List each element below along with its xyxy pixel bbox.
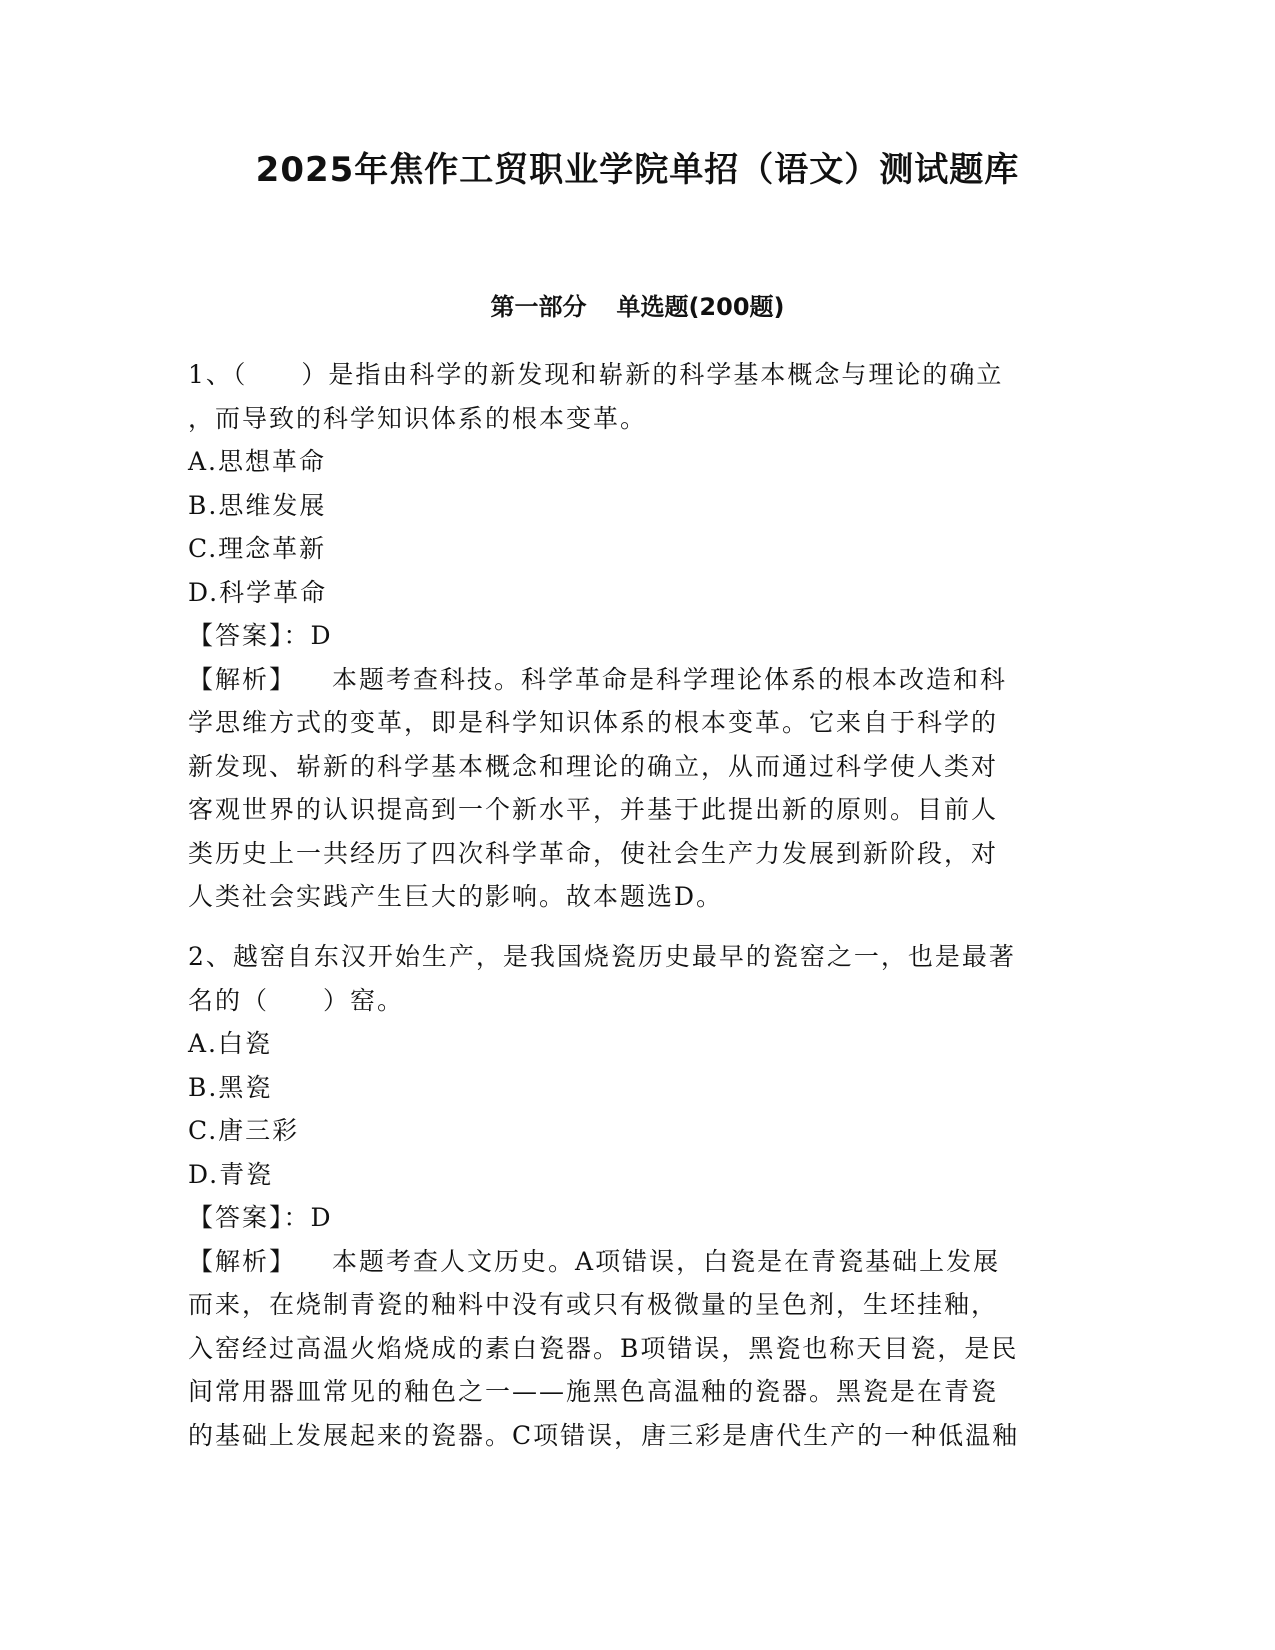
analysis-line: 入窑经过高温火焰烧成的素白瓷器。B项错误，黑瓷也称天目瓷，是民 <box>188 1333 1019 1363</box>
section-heading <box>0 291 1275 323</box>
analysis-label: 【解析】 <box>188 664 297 694</box>
section-part: 第一部分 <box>490 293 587 321</box>
question-stem-line: 名的（ ）窑。 <box>188 985 405 1015</box>
analysis-first-line <box>188 658 1078 702</box>
question-stem-line: ，而导致的科学知识体系的根本变革。 <box>188 403 648 433</box>
question-1 <box>188 353 1078 919</box>
answer: 【答案】：D <box>188 1203 333 1232</box>
document-title: 2025年焦作工贸职业学院单招（语文）测试题库 <box>255 150 1020 190</box>
analysis-label: 【解析】 <box>188 1246 297 1276</box>
analysis-text: 本题考查科技。科学革命是科学理论体系的根本改造和科 <box>332 664 1008 694</box>
section-name: 单选题(200题) <box>616 293 785 321</box>
answer: 【答案】：D <box>188 621 333 650</box>
option-b: B.思维发展 <box>188 490 327 520</box>
analysis-line: 的基础上发展起来的瓷器。C项错误，唐三彩是唐代生产的一种低温釉 <box>188 1420 1020 1450</box>
option-d: D.青瓷 <box>188 1159 274 1189</box>
analysis-line: 类历史上一共经历了四次科学革命，使社会生产力发展到新阶段，对 <box>188 838 999 868</box>
option-a: A.白瓷 <box>188 1029 273 1058</box>
analysis-line: 学思维方式的变革，即是科学知识体系的根本变革。它来自于科学的 <box>188 708 999 737</box>
option-c: C.唐三彩 <box>188 1116 300 1145</box>
option-c: C.理念革新 <box>188 534 327 563</box>
analysis-first-line <box>188 1240 1078 1284</box>
option-d: D.科学革命 <box>188 577 328 607</box>
option-a: A.思想革命 <box>188 447 327 476</box>
question-stem-line: 1、（ ）是指由科学的新发现和崭新的科学基本概念与理论的确立 <box>188 360 1004 389</box>
analysis-line: 新发现、崭新的科学基本概念和理论的确立，从而通过科学使人类对 <box>188 751 999 781</box>
question-stem-line: 2、越窑自东汉开始生产，是我国烧瓷历史最早的瓷窑之一，也是最著 <box>188 942 1016 971</box>
analysis-line: 客观世界的认识提高到一个新水平，并基于此提出新的原则。目前人 <box>188 795 999 824</box>
option-b: B.黑瓷 <box>188 1072 273 1102</box>
analysis-line: 人类社会实践产生巨大的影响。故本题选D。 <box>188 882 724 911</box>
analysis-line: 而来，在烧制青瓷的釉料中没有或只有极微量的呈色剂，生坯挂釉， <box>188 1290 999 1319</box>
analysis-line: 间常用器皿常见的釉色之一——施黑色高温釉的瓷器。黑瓷是在青瓷 <box>188 1377 999 1406</box>
question-2 <box>188 935 1078 1457</box>
analysis-text: 本题考查人文历史。A项错误，白瓷是在青瓷基础上发展 <box>332 1246 1001 1276</box>
